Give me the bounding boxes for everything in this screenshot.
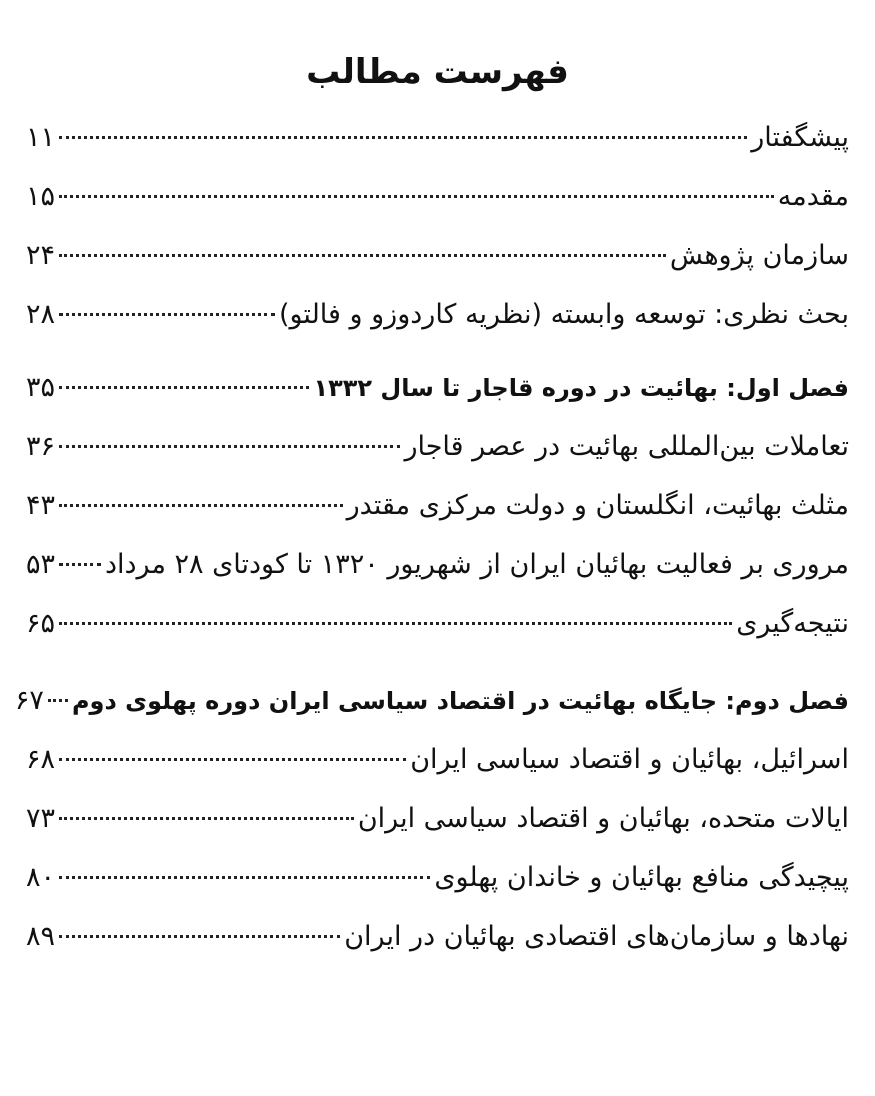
dot-leader bbox=[48, 699, 68, 702]
toc-entry-review-activities bbox=[26, 535, 849, 594]
dot-leader bbox=[59, 386, 309, 389]
toc-entry-page: ۲۸ bbox=[26, 299, 56, 330]
toc-entry-international-interactions bbox=[26, 417, 849, 476]
toc-entry-label: نتیجه‌گیری bbox=[736, 608, 849, 639]
dot-leader bbox=[59, 504, 343, 507]
toc-entry-united-states bbox=[26, 789, 849, 848]
toc-entry-triangle bbox=[26, 476, 849, 535]
toc-entry-page: ۸۹ bbox=[26, 921, 56, 952]
toc-chapter-2 bbox=[14, 671, 849, 730]
toc-entry-label: مروری بر فعالیت بهائیان ایران از شهریور ۱۳۲۰ تا کودتای ۲۸ مرداد bbox=[105, 549, 849, 580]
toc-entry-pahlavi-interests bbox=[26, 848, 849, 907]
toc-entry-label: نهادها و سازمان‌های اقتصادی بهائیان در ایران bbox=[344, 921, 849, 952]
toc-entry-label: پیچیدگی منافع بهائیان و خاندان پهلوی bbox=[434, 862, 849, 893]
toc-entry-page: ۳۵ bbox=[26, 372, 56, 403]
toc-entry-page: ۱۱ bbox=[26, 122, 56, 153]
toc-entry-page: ۵۳ bbox=[26, 549, 56, 580]
dot-leader bbox=[59, 758, 406, 761]
dot-leader bbox=[59, 622, 732, 625]
toc-entry-label: سازمان پژوهش bbox=[669, 240, 849, 271]
page-title: فهرست مطالب bbox=[306, 52, 569, 92]
toc-entry-label: اسرائیل، بهائیان و اقتصاد سیاسی ایران bbox=[410, 744, 849, 775]
toc-chapter-1 bbox=[26, 358, 849, 417]
toc-entry-israel bbox=[26, 730, 849, 789]
toc-entry-label: مقدمه bbox=[777, 181, 849, 212]
dot-leader bbox=[59, 136, 747, 139]
dot-leader bbox=[59, 445, 400, 448]
toc-entry-label: بحث نظری: توسعه وابسته (نظریه کاردوزو و فالتو) bbox=[278, 299, 849, 330]
dot-leader bbox=[59, 817, 354, 820]
dot-leader bbox=[59, 935, 340, 938]
toc-entry-page: ۶۵ bbox=[26, 608, 56, 639]
dot-leader bbox=[59, 876, 430, 879]
dot-leader bbox=[59, 563, 101, 566]
toc-entry-conclusion bbox=[26, 594, 849, 653]
toc-entry-label: پیشگفتار bbox=[751, 122, 849, 153]
toc-entry-label: ایالات متحده، بهائیان و اقتصاد سیاسی ایران bbox=[357, 803, 849, 834]
toc-entry-page: ۸۰ bbox=[26, 862, 56, 893]
toc-entry-page: ۳۶ bbox=[26, 431, 56, 462]
toc-entry-page: ۱۵ bbox=[26, 181, 56, 212]
toc-entry-page: ۲۴ bbox=[26, 240, 56, 271]
toc-entry-label: مثلث بهائیت، انگلستان و دولت مرکزی مقتدر bbox=[346, 490, 849, 521]
dot-leader bbox=[59, 195, 774, 198]
toc-entry-label: فصل دوم: جایگاه بهائیت در اقتصاد سیاسی ایران دوره پهلوی دوم bbox=[71, 687, 849, 715]
toc-entry-label: فصل اول: بهائیت در دوره قاجار تا سال ۱۳۳۲ bbox=[313, 374, 849, 402]
dot-leader bbox=[59, 313, 275, 316]
toc-entry-page: ۶۸ bbox=[26, 744, 56, 775]
toc-entry-label: تعاملات بین‌المللی بهائیت در عصر قاجار bbox=[404, 431, 849, 462]
dot-leader bbox=[59, 254, 666, 257]
toc-entry-theory bbox=[26, 285, 849, 344]
toc-entry-introduction bbox=[26, 167, 849, 226]
toc-entry-page: ۶۷ bbox=[14, 685, 44, 716]
toc-entry-page: ۷۳ bbox=[26, 803, 56, 834]
toc-entry-economic-institutions bbox=[26, 907, 849, 966]
table-of-contents bbox=[14, 108, 849, 966]
toc-entry-page: ۴۳ bbox=[26, 490, 56, 521]
toc-entry-preface bbox=[26, 108, 849, 167]
toc-entry-research-organization bbox=[26, 226, 849, 285]
